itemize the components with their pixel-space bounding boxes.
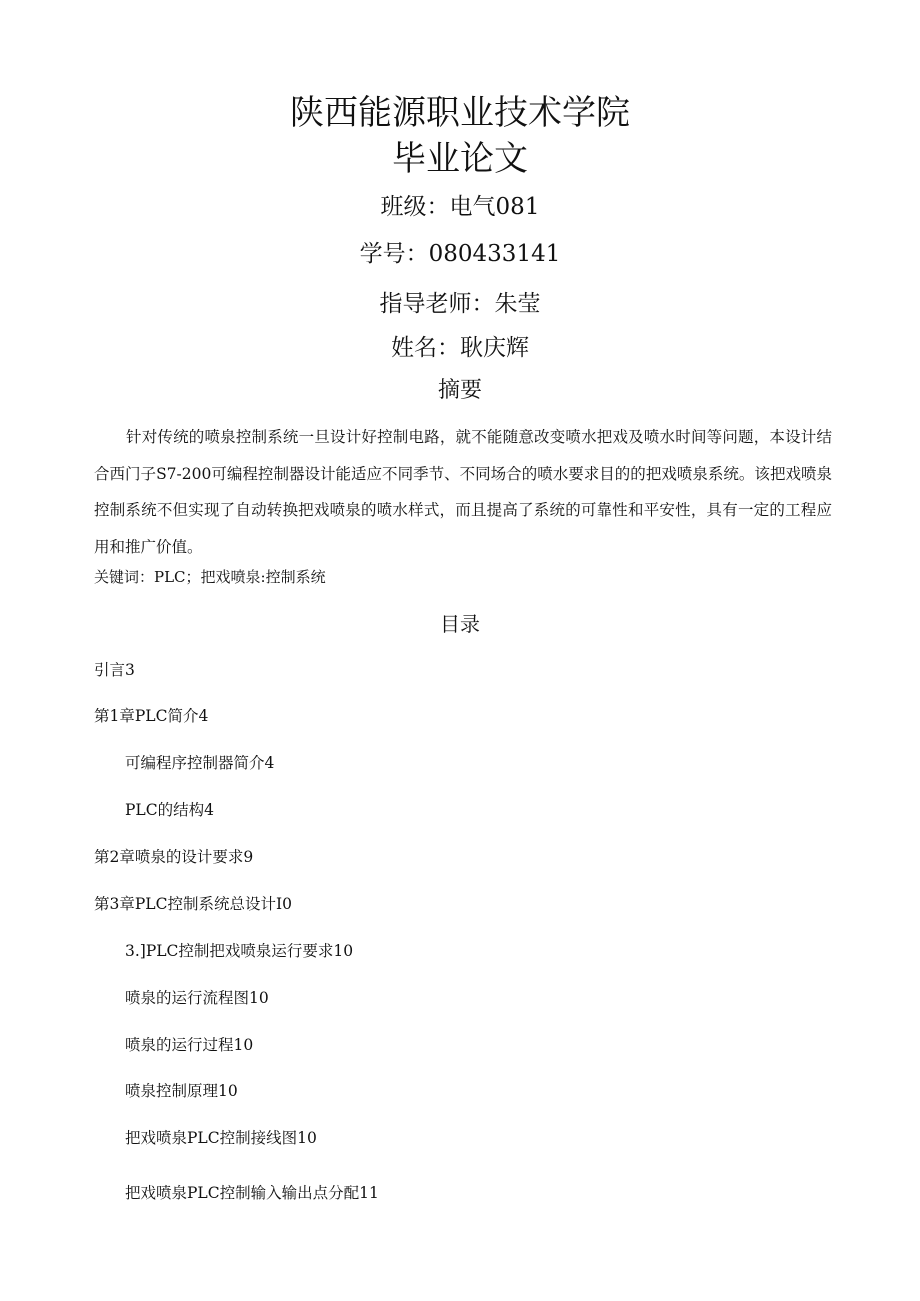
school-title: 陕西能源职业技术学院 — [290, 93, 630, 133]
keywords-line: 关键词：PLC；把戏喷泉:控制系统 — [94, 568, 326, 586]
toc-item-control-principle[interactable]: 喷泉控制原理10 — [125, 1082, 238, 1100]
toc-item-wiring-diagram[interactable]: 把戏喷泉PLC控制接线图10 — [125, 1129, 317, 1147]
toc-item-flowchart[interactable]: 喷泉的运行流程图10 — [125, 989, 269, 1007]
toc-item-plc-structure[interactable]: PLC的结构4 — [125, 801, 214, 819]
toc-item-plc-intro[interactable]: 可编程序控制器简介4 — [125, 754, 275, 772]
toc-item-chapter-3[interactable]: 第3章PLC控制系统总设计I0 — [94, 895, 292, 913]
abstract-body: 针对传统的喷泉控制系统一旦设计好控制电路，就不能随意改变喷水把戏及喷水时间等问题，本设计结合西门子S7-200可编程控制器设计能适应不同季节、不同场合的喷水要求目的的把戏喷泉系统。该把戏喷泉控制系统不但实现了自动转换把戏喷泉的喷水样式，而且提高了系统的可靠性和平安性，具有一定的工程应用和推广价值。 — [94, 428, 832, 556]
student-id-info: 学号：080433141 — [359, 241, 561, 267]
student-name-info: 姓名：耿庆辉 — [391, 335, 529, 361]
toc-item-section-3-1[interactable]: 3.]PLC控制把戏喷泉运行要求10 — [125, 942, 354, 960]
toc-item-chapter-1[interactable]: 第1章PLC简介4 — [94, 707, 209, 725]
advisor-info: 指导老师：朱莹 — [379, 291, 541, 317]
document-type-title: 毕业论文 — [392, 139, 528, 179]
toc-heading: 目录 — [440, 612, 480, 636]
toc-item-io-allocation[interactable]: 把戏喷泉PLC控制输入输出点分配11 — [125, 1184, 379, 1202]
toc-item-operation-process[interactable]: 喷泉的运行过程10 — [125, 1036, 254, 1054]
abstract-heading: 摘要 — [437, 378, 482, 403]
class-info: 班级：电气081 — [380, 194, 540, 220]
toc-item-introduction[interactable]: 引言3 — [94, 661, 135, 679]
toc-item-chapter-2[interactable]: 第2章喷泉的设计要求9 — [94, 848, 254, 866]
